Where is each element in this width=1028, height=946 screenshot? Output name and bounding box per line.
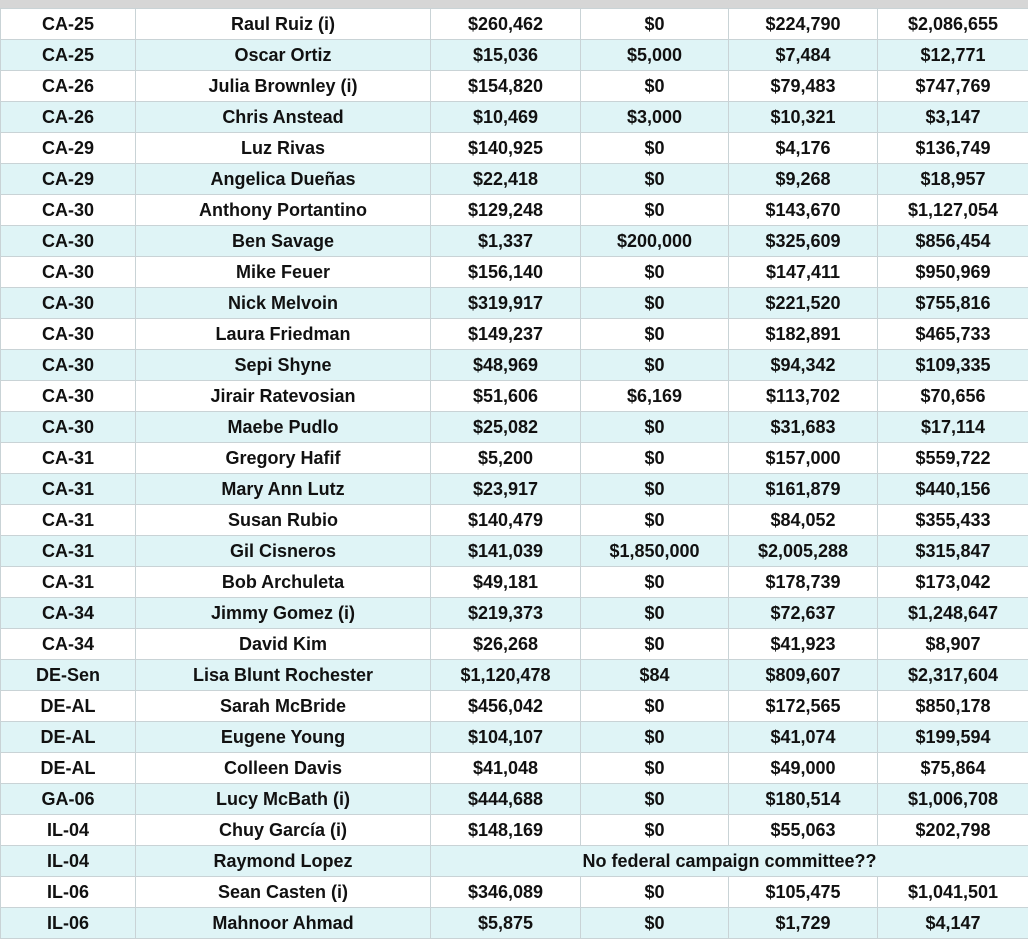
cell-candidate[interactable]: Angelica Dueñas bbox=[136, 164, 431, 195]
cell-spent[interactable]: $161,879 bbox=[729, 474, 878, 505]
cell-spent[interactable]: $2,005,288 bbox=[729, 536, 878, 567]
cell-loans[interactable]: $0 bbox=[581, 505, 729, 536]
table-row bbox=[1, 319, 1028, 350]
cell-district[interactable]: CA-26 bbox=[1, 102, 136, 133]
cell-candidate[interactable]: Gregory Hafif bbox=[136, 443, 431, 474]
table-row bbox=[1, 474, 1028, 505]
cell-candidate[interactable]: Sarah McBride bbox=[136, 691, 431, 722]
cell-district[interactable]: CA-25 bbox=[1, 40, 136, 71]
cell-receipts[interactable]: $5,875 bbox=[431, 908, 581, 939]
cell-cash[interactable]: $2,317,604 bbox=[878, 660, 1028, 691]
cell-spent[interactable]: $182,891 bbox=[729, 319, 878, 350]
cell-cash[interactable]: $755,816 bbox=[878, 288, 1028, 319]
cell-loans[interactable]: $0 bbox=[581, 412, 729, 443]
cell-spent[interactable]: $79,483 bbox=[729, 71, 878, 102]
cell-candidate[interactable]: Mary Ann Lutz bbox=[136, 474, 431, 505]
cell-district[interactable]: IL-04 bbox=[1, 846, 136, 877]
cell-loans[interactable]: $0 bbox=[581, 195, 729, 226]
cell-cash[interactable]: $1,248,647 bbox=[878, 598, 1028, 629]
cell-cash[interactable]: $12,771 bbox=[878, 40, 1028, 71]
cell-district[interactable]: DE-Sen bbox=[1, 660, 136, 691]
cell-receipts[interactable]: $219,373 bbox=[431, 598, 581, 629]
cell-spent[interactable]: $72,637 bbox=[729, 598, 878, 629]
table-row bbox=[1, 71, 1028, 102]
table-row bbox=[1, 908, 1028, 939]
cell-spent[interactable]: $180,514 bbox=[729, 784, 878, 815]
cell-district[interactable]: CA-30 bbox=[1, 319, 136, 350]
cell-district[interactable]: CA-31 bbox=[1, 536, 136, 567]
campaign-finance-table bbox=[0, 8, 1028, 939]
cell-receipts[interactable]: $25,082 bbox=[431, 412, 581, 443]
cell-district[interactable]: CA-31 bbox=[1, 474, 136, 505]
cell-district[interactable]: CA-34 bbox=[1, 629, 136, 660]
cell-cash[interactable]: $950,969 bbox=[878, 257, 1028, 288]
cell-cash[interactable]: $70,656 bbox=[878, 381, 1028, 412]
cell-receipts[interactable]: $141,039 bbox=[431, 536, 581, 567]
cell-candidate[interactable]: Jimmy Gomez (i) bbox=[136, 598, 431, 629]
cell-cash[interactable]: $136,749 bbox=[878, 133, 1028, 164]
table-row bbox=[1, 381, 1028, 412]
cell-spent[interactable]: $105,475 bbox=[729, 877, 878, 908]
cell-receipts[interactable]: $49,181 bbox=[431, 567, 581, 598]
cell-cash[interactable]: $850,178 bbox=[878, 691, 1028, 722]
cell-spent[interactable]: $94,342 bbox=[729, 350, 878, 381]
cell-loans[interactable]: $0 bbox=[581, 598, 729, 629]
cell-receipts[interactable]: $1,120,478 bbox=[431, 660, 581, 691]
table-row bbox=[1, 505, 1028, 536]
cell-note[interactable]: No federal campaign committee?? bbox=[431, 846, 1028, 877]
cell-loans[interactable]: $1,850,000 bbox=[581, 536, 729, 567]
cell-spent[interactable]: $10,321 bbox=[729, 102, 878, 133]
cell-cash[interactable]: $3,147 bbox=[878, 102, 1028, 133]
cell-candidate[interactable]: Chuy García (i) bbox=[136, 815, 431, 846]
cell-district[interactable]: CA-29 bbox=[1, 164, 136, 195]
table-row bbox=[1, 629, 1028, 660]
table-row bbox=[1, 753, 1028, 784]
cell-loans[interactable]: $200,000 bbox=[581, 226, 729, 257]
cell-receipts[interactable]: $41,048 bbox=[431, 753, 581, 784]
cell-district[interactable]: CA-30 bbox=[1, 350, 136, 381]
table-row bbox=[1, 784, 1028, 815]
table-row bbox=[1, 846, 1028, 877]
cell-candidate[interactable]: Luz Rivas bbox=[136, 133, 431, 164]
cell-district[interactable]: DE-AL bbox=[1, 753, 136, 784]
cell-candidate[interactable]: Raymond Lopez bbox=[136, 846, 431, 877]
cell-loans[interactable]: $0 bbox=[581, 443, 729, 474]
cell-cash[interactable]: $109,335 bbox=[878, 350, 1028, 381]
cell-spent[interactable]: $178,739 bbox=[729, 567, 878, 598]
cell-loans[interactable]: $0 bbox=[581, 908, 729, 939]
cell-spent[interactable]: $143,670 bbox=[729, 195, 878, 226]
cell-receipts[interactable]: $22,418 bbox=[431, 164, 581, 195]
cell-loans[interactable]: $0 bbox=[581, 567, 729, 598]
cell-cash[interactable]: $559,722 bbox=[878, 443, 1028, 474]
cell-receipts[interactable]: $156,140 bbox=[431, 257, 581, 288]
cell-cash[interactable]: $173,042 bbox=[878, 567, 1028, 598]
cell-cash[interactable]: $199,594 bbox=[878, 722, 1028, 753]
cell-receipts[interactable]: $260,462 bbox=[431, 9, 581, 40]
cell-spent[interactable]: $147,411 bbox=[729, 257, 878, 288]
cell-receipts[interactable]: $26,268 bbox=[431, 629, 581, 660]
cell-spent[interactable]: $325,609 bbox=[729, 226, 878, 257]
cell-district[interactable]: DE-AL bbox=[1, 722, 136, 753]
table-body bbox=[1, 9, 1028, 939]
table-row bbox=[1, 288, 1028, 319]
cell-spent[interactable]: $224,790 bbox=[729, 9, 878, 40]
cell-candidate[interactable]: Colleen Davis bbox=[136, 753, 431, 784]
cell-loans[interactable]: $0 bbox=[581, 350, 729, 381]
cell-spent[interactable]: $1,729 bbox=[729, 908, 878, 939]
cell-cash[interactable]: $75,864 bbox=[878, 753, 1028, 784]
cell-district[interactable]: CA-30 bbox=[1, 412, 136, 443]
cell-loans[interactable]: $0 bbox=[581, 133, 729, 164]
cell-district[interactable]: CA-31 bbox=[1, 505, 136, 536]
cell-district[interactable]: CA-31 bbox=[1, 567, 136, 598]
cell-cash[interactable]: $202,798 bbox=[878, 815, 1028, 846]
cell-district[interactable]: CA-29 bbox=[1, 133, 136, 164]
cell-cash[interactable]: $440,156 bbox=[878, 474, 1028, 505]
cell-candidate[interactable]: Nick Melvoin bbox=[136, 288, 431, 319]
cell-cash[interactable]: $355,433 bbox=[878, 505, 1028, 536]
cell-cash[interactable]: $2,086,655 bbox=[878, 9, 1028, 40]
cell-spent[interactable]: $31,683 bbox=[729, 412, 878, 443]
cell-cash[interactable]: $1,041,501 bbox=[878, 877, 1028, 908]
cell-candidate[interactable]: Gil Cisneros bbox=[136, 536, 431, 567]
table-row bbox=[1, 257, 1028, 288]
cell-spent[interactable]: $9,268 bbox=[729, 164, 878, 195]
cell-loans[interactable]: $0 bbox=[581, 691, 729, 722]
cell-candidate[interactable]: Maebe Pudlo bbox=[136, 412, 431, 443]
table-row bbox=[1, 567, 1028, 598]
cell-candidate[interactable]: Mike Feuer bbox=[136, 257, 431, 288]
spreadsheet-grid[interactable] bbox=[0, 8, 1028, 946]
table-row bbox=[1, 660, 1028, 691]
cell-candidate[interactable]: Sepi Shyne bbox=[136, 350, 431, 381]
cell-district[interactable]: CA-34 bbox=[1, 598, 136, 629]
cell-receipts[interactable]: $456,042 bbox=[431, 691, 581, 722]
cell-receipts[interactable]: $140,479 bbox=[431, 505, 581, 536]
cell-spent[interactable]: $84,052 bbox=[729, 505, 878, 536]
cell-district[interactable]: CA-30 bbox=[1, 288, 136, 319]
table-row bbox=[1, 226, 1028, 257]
cell-loans[interactable]: $0 bbox=[581, 722, 729, 753]
cell-loans[interactable]: $84 bbox=[581, 660, 729, 691]
cell-loans[interactable]: $0 bbox=[581, 753, 729, 784]
cell-receipts[interactable]: $10,469 bbox=[431, 102, 581, 133]
cell-district[interactable]: GA-06 bbox=[1, 784, 136, 815]
cell-receipts[interactable]: $51,606 bbox=[431, 381, 581, 412]
cell-candidate[interactable]: Jirair Ratevosian bbox=[136, 381, 431, 412]
cell-candidate[interactable]: Raul Ruiz (i) bbox=[136, 9, 431, 40]
table-row bbox=[1, 691, 1028, 722]
cell-loans[interactable]: $0 bbox=[581, 784, 729, 815]
cell-spent[interactable]: $157,000 bbox=[729, 443, 878, 474]
cell-cash[interactable]: $4,147 bbox=[878, 908, 1028, 939]
cell-loans[interactable]: $0 bbox=[581, 474, 729, 505]
cell-receipts[interactable]: $23,917 bbox=[431, 474, 581, 505]
cell-receipts[interactable]: $148,169 bbox=[431, 815, 581, 846]
cell-receipts[interactable]: $1,337 bbox=[431, 226, 581, 257]
cell-loans[interactable]: $3,000 bbox=[581, 102, 729, 133]
cell-spent[interactable]: $4,176 bbox=[729, 133, 878, 164]
table-row bbox=[1, 877, 1028, 908]
cell-spent[interactable]: $172,565 bbox=[729, 691, 878, 722]
cell-candidate[interactable]: Laura Friedman bbox=[136, 319, 431, 350]
cell-cash[interactable]: $747,769 bbox=[878, 71, 1028, 102]
cell-cash[interactable]: $315,847 bbox=[878, 536, 1028, 567]
table-row bbox=[1, 536, 1028, 567]
cell-candidate[interactable]: Lucy McBath (i) bbox=[136, 784, 431, 815]
cell-loans[interactable]: $0 bbox=[581, 164, 729, 195]
cell-candidate[interactable]: Julia Brownley (i) bbox=[136, 71, 431, 102]
table-row bbox=[1, 9, 1028, 40]
cell-candidate[interactable]: Eugene Young bbox=[136, 722, 431, 753]
cell-candidate[interactable]: Mahnoor Ahmad bbox=[136, 908, 431, 939]
cell-district[interactable]: CA-30 bbox=[1, 195, 136, 226]
cell-receipts[interactable]: $154,820 bbox=[431, 71, 581, 102]
cell-candidate[interactable]: Oscar Ortiz bbox=[136, 40, 431, 71]
cell-district[interactable]: CA-30 bbox=[1, 257, 136, 288]
cell-loans[interactable]: $0 bbox=[581, 815, 729, 846]
cell-candidate[interactable]: Anthony Portantino bbox=[136, 195, 431, 226]
table-row bbox=[1, 412, 1028, 443]
cell-candidate[interactable]: Ben Savage bbox=[136, 226, 431, 257]
table-row bbox=[1, 350, 1028, 381]
cell-loans[interactable]: $6,169 bbox=[581, 381, 729, 412]
cell-cash[interactable]: $465,733 bbox=[878, 319, 1028, 350]
cell-cash[interactable]: $17,114 bbox=[878, 412, 1028, 443]
cell-receipts[interactable]: $15,036 bbox=[431, 40, 581, 71]
cell-receipts[interactable]: $5,200 bbox=[431, 443, 581, 474]
table-row bbox=[1, 815, 1028, 846]
cell-candidate[interactable]: Lisa Blunt Rochester bbox=[136, 660, 431, 691]
cell-spent[interactable]: $41,923 bbox=[729, 629, 878, 660]
cell-district[interactable]: CA-30 bbox=[1, 381, 136, 412]
cell-district[interactable]: IL-04 bbox=[1, 815, 136, 846]
cell-loans[interactable]: $0 bbox=[581, 9, 729, 40]
table-row bbox=[1, 443, 1028, 474]
cell-district[interactable]: CA-31 bbox=[1, 443, 136, 474]
cell-loans[interactable]: $5,000 bbox=[581, 40, 729, 71]
cell-district[interactable]: CA-30 bbox=[1, 226, 136, 257]
cell-receipts[interactable]: $319,917 bbox=[431, 288, 581, 319]
cell-spent[interactable]: $55,063 bbox=[729, 815, 878, 846]
cell-loans[interactable]: $0 bbox=[581, 257, 729, 288]
cell-loans[interactable]: $0 bbox=[581, 71, 729, 102]
cell-cash[interactable]: $18,957 bbox=[878, 164, 1028, 195]
cell-loans[interactable]: $0 bbox=[581, 288, 729, 319]
cell-receipts[interactable]: $149,237 bbox=[431, 319, 581, 350]
cell-district[interactable]: DE-AL bbox=[1, 691, 136, 722]
table-row bbox=[1, 40, 1028, 71]
window-top-edge bbox=[0, 0, 1028, 8]
cell-district[interactable]: IL-06 bbox=[1, 908, 136, 939]
table-row bbox=[1, 598, 1028, 629]
cell-candidate[interactable]: Susan Rubio bbox=[136, 505, 431, 536]
table-row bbox=[1, 164, 1028, 195]
cell-spent[interactable]: $41,074 bbox=[729, 722, 878, 753]
cell-district[interactable]: CA-26 bbox=[1, 71, 136, 102]
cell-district[interactable]: IL-06 bbox=[1, 877, 136, 908]
cell-cash[interactable]: $1,127,054 bbox=[878, 195, 1028, 226]
cell-candidate[interactable]: David Kim bbox=[136, 629, 431, 660]
cell-spent[interactable]: $809,607 bbox=[729, 660, 878, 691]
cell-loans[interactable]: $0 bbox=[581, 877, 729, 908]
cell-spent[interactable]: $49,000 bbox=[729, 753, 878, 784]
cell-candidate[interactable]: Chris Anstead bbox=[136, 102, 431, 133]
cell-receipts[interactable]: $104,107 bbox=[431, 722, 581, 753]
cell-loans[interactable]: $0 bbox=[581, 319, 729, 350]
cell-receipts[interactable]: $140,925 bbox=[431, 133, 581, 164]
cell-spent[interactable]: $221,520 bbox=[729, 288, 878, 319]
cell-cash[interactable]: $1,006,708 bbox=[878, 784, 1028, 815]
cell-spent[interactable]: $113,702 bbox=[729, 381, 878, 412]
cell-receipts[interactable]: $346,089 bbox=[431, 877, 581, 908]
cell-receipts[interactable]: $444,688 bbox=[431, 784, 581, 815]
table-row bbox=[1, 195, 1028, 226]
cell-candidate[interactable]: Bob Archuleta bbox=[136, 567, 431, 598]
cell-district[interactable]: CA-25 bbox=[1, 9, 136, 40]
table-row bbox=[1, 133, 1028, 164]
cell-candidate[interactable]: Sean Casten (i) bbox=[136, 877, 431, 908]
cell-loans[interactable]: $0 bbox=[581, 629, 729, 660]
cell-receipts[interactable]: $48,969 bbox=[431, 350, 581, 381]
cell-spent[interactable]: $7,484 bbox=[729, 40, 878, 71]
cell-cash[interactable]: $8,907 bbox=[878, 629, 1028, 660]
cell-receipts[interactable]: $129,248 bbox=[431, 195, 581, 226]
table-row bbox=[1, 102, 1028, 133]
cell-cash[interactable]: $856,454 bbox=[878, 226, 1028, 257]
table-row bbox=[1, 722, 1028, 753]
